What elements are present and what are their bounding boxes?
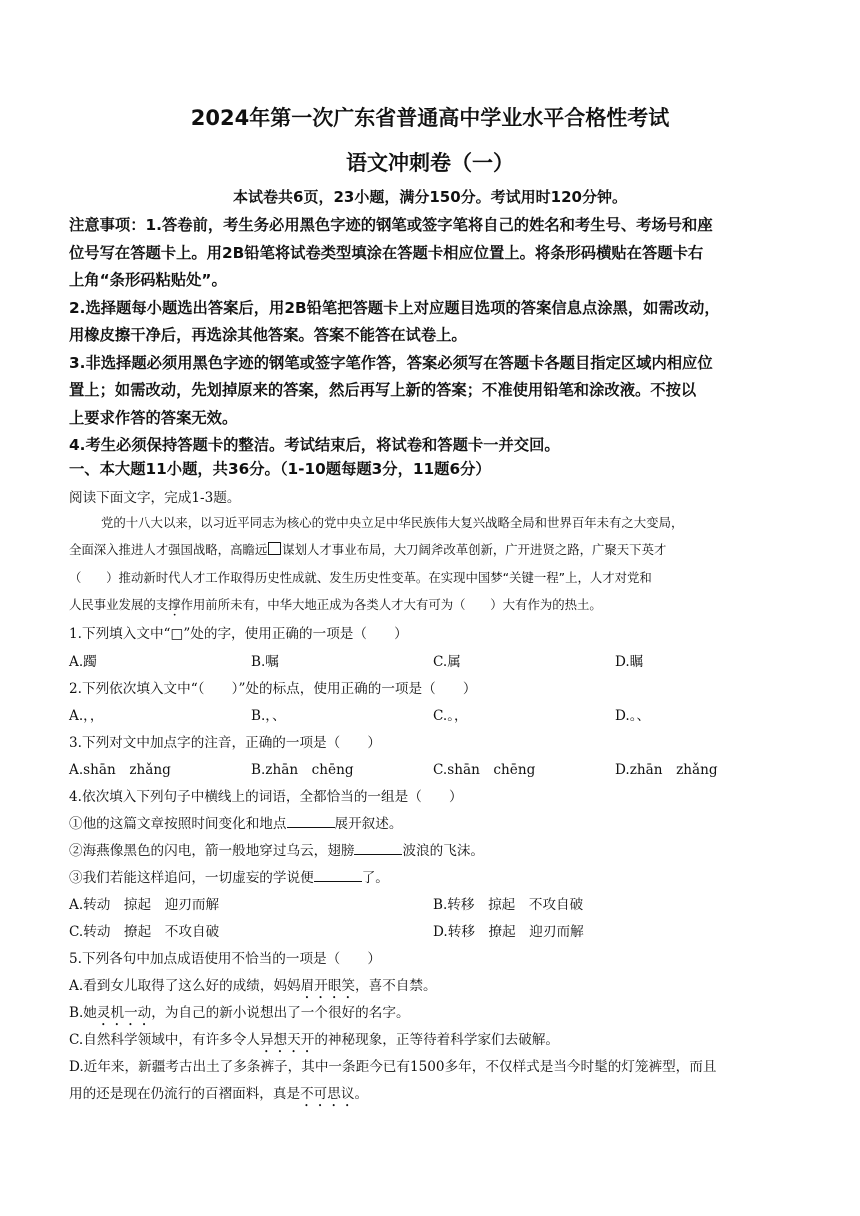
q5-option-a[interactable]: A.看到女儿取得了这么好的成绩，妈妈眉开眼笑，喜不自禁。 <box>69 978 437 994</box>
q1-option-b[interactable]: B.嘱 <box>251 654 279 670</box>
instruction-line: 3.非选择题必须用黑色字迹的钢笔或签字笔作答，答案必须写在答题卡各题目指定区域内相应位 <box>69 353 713 372</box>
q4-option-d[interactable]: D.转移 撩起 迎刃而解 <box>433 924 584 940</box>
passage-line: 党的十八大以来，以习近平同志为核心的党中央立足中华民族伟大复兴战略全局和世界百年未有之大变局， <box>101 515 684 530</box>
q4-sentence-1: ①他的这篇文章按照时间变化和地点 展开叙述。 <box>69 816 403 832</box>
blank-box <box>268 542 281 555</box>
q4-option-b[interactable]: B.转移 掠起 不攻自破 <box>433 897 584 913</box>
instruction-line: 上角“条形码粘贴处”。 <box>69 271 227 289</box>
q5-option-b[interactable]: B.她灵机一动，为自己的新小说想出了一个很好的名字。 <box>69 1005 410 1021</box>
q2-option-d[interactable]: D.。、 <box>615 708 651 724</box>
q3-option-d[interactable]: D.zhān zhǎng <box>615 762 718 778</box>
question-2-stem: 2.下列依次填入文中“（ ）”处的标点，使用正确的一项是（ ） <box>69 681 477 697</box>
dotted-idiom: 不可思议 <box>300 1086 355 1102</box>
instruction-line: 上要求作答的答案无效。 <box>69 408 238 427</box>
instruction-line: 用橡皮擦干净后，再选涂其他答案。答案不能答在试卷上。 <box>69 326 467 344</box>
q5-option-d-cont: 用的还是现在仍流行的百褶面料，真是不可思议。 <box>69 1086 369 1102</box>
q4-sentence-2: ②海燕像黑色的闪电，箭一般地穿过乌云，翅膀 波浪的飞沫。 <box>69 843 485 859</box>
passage-line: 人民事业发展的支撑作用前所未有，中华大地正成为各类人才大有可为（ ）大有作为的热土。 <box>69 597 602 612</box>
exam-title: 2024年第一次广东省普通高中学业水平合格性考试 <box>190 106 670 130</box>
dotted-idiom: 眉开眼笑 <box>300 978 356 994</box>
q3-option-c[interactable]: C.shān chēng <box>433 762 536 778</box>
q5-option-c[interactable]: C.自然科学领域中，有许多令人异想天开的神秘现象，正等待着科学家们去破解。 <box>69 1032 560 1048</box>
dotted-char: 撑 <box>168 597 181 612</box>
q2-option-c[interactable]: C.。， <box>433 708 468 724</box>
question-4-stem: 4.依次填入下列句子中横线上的词语，全都恰当的一组是（ ） <box>69 789 463 805</box>
fill-blank[interactable] <box>287 815 335 828</box>
q5-option-d[interactable]: D.近年来，新疆考古出土了多条裤子，其中一条距今已有1500多年，不仅样式是当今时髦的灯笼裤型，而且 <box>69 1059 717 1075</box>
exam-info: 本试卷共6页，23小题，满分150分。考试用时120分钟。 <box>233 188 627 206</box>
passage-line: 全面深入推进人才强国战略，高瞻远 谋划人才事业布局，大刀阔斧改革创新，广开进贤之路，广聚天下英才 <box>69 542 667 557</box>
q1-option-d[interactable]: D.瞩 <box>615 654 644 670</box>
passage-line: （ ）推动新时代人才工作取得历史性成就、发生历史性变革。在实现中国梦“关键一程”上，人才对党和 <box>69 570 652 585</box>
q3-option-a[interactable]: A.shān zhǎng <box>69 762 171 778</box>
question-3-stem: 3.下列对文中加点字的注音，正确的一项是（ ） <box>69 735 382 751</box>
dotted-idiom: 异想天开 <box>259 1032 315 1048</box>
dotted-idiom: 灵机一动 <box>96 1005 152 1021</box>
fill-blank[interactable] <box>354 842 402 855</box>
section-heading: 一、本大题11小题，共36分。（1-10题每题3分，11题6分） <box>69 460 491 478</box>
instruction-line: 2.选择题每小题选出答案后，用2B铅笔把答题卡上对应题目选项的答案信息点涂黑，如需改动， <box>69 298 720 317</box>
q2-option-b[interactable]: B.，、 <box>251 708 286 724</box>
fill-blank[interactable] <box>314 869 362 882</box>
instruction-line: 4.考生必须保持答题卡的整洁。考试结束后，将试卷和答题卡一并交回。 <box>69 436 560 454</box>
instruction-line: 置上；如需改动，先划掉原来的答案，然后再写上新的答案；不准使用铅笔和涂改液。不按以 <box>69 381 697 399</box>
instruction-line: 注意事项：1.答卷前，考生务必用黑色字迹的钢笔或签字笔将自己的姓名和考生号、考场号和座 <box>69 216 713 234</box>
q1-option-c[interactable]: C.属 <box>433 654 461 670</box>
q4-option-c[interactable]: C.转动 撩起 不攻自破 <box>69 924 220 940</box>
reading-intro: 阅读下面文字，完成1-3题。 <box>69 490 241 506</box>
q1-option-a[interactable]: A.躅 <box>69 654 97 670</box>
q3-option-b[interactable]: B.zhān chēng <box>251 762 354 778</box>
instructions <box>69 212 799 460</box>
q2-option-a[interactable]: A.，， <box>69 708 104 724</box>
question-5-stem: 5.下列各句中加点成语使用不恰当的一项是（ ） <box>69 951 382 967</box>
q4-sentence-3: ③我们若能这样追问，一切虚妄的学说便 了。 <box>69 870 389 886</box>
question-1-stem: 1.下列填入文中“□”处的字，使用正确的一项是（ ） <box>69 626 408 642</box>
instruction-line: 位号写在答题卡上。用2B铅笔将试卷类型填涂在答题卡相应位置上。将条形码横贴在答题卡右 <box>69 243 704 262</box>
exam-subtitle: 语文冲刺卷（一） <box>346 151 514 175</box>
q4-option-a[interactable]: A.转动 掠起 迎刃而解 <box>69 897 220 913</box>
